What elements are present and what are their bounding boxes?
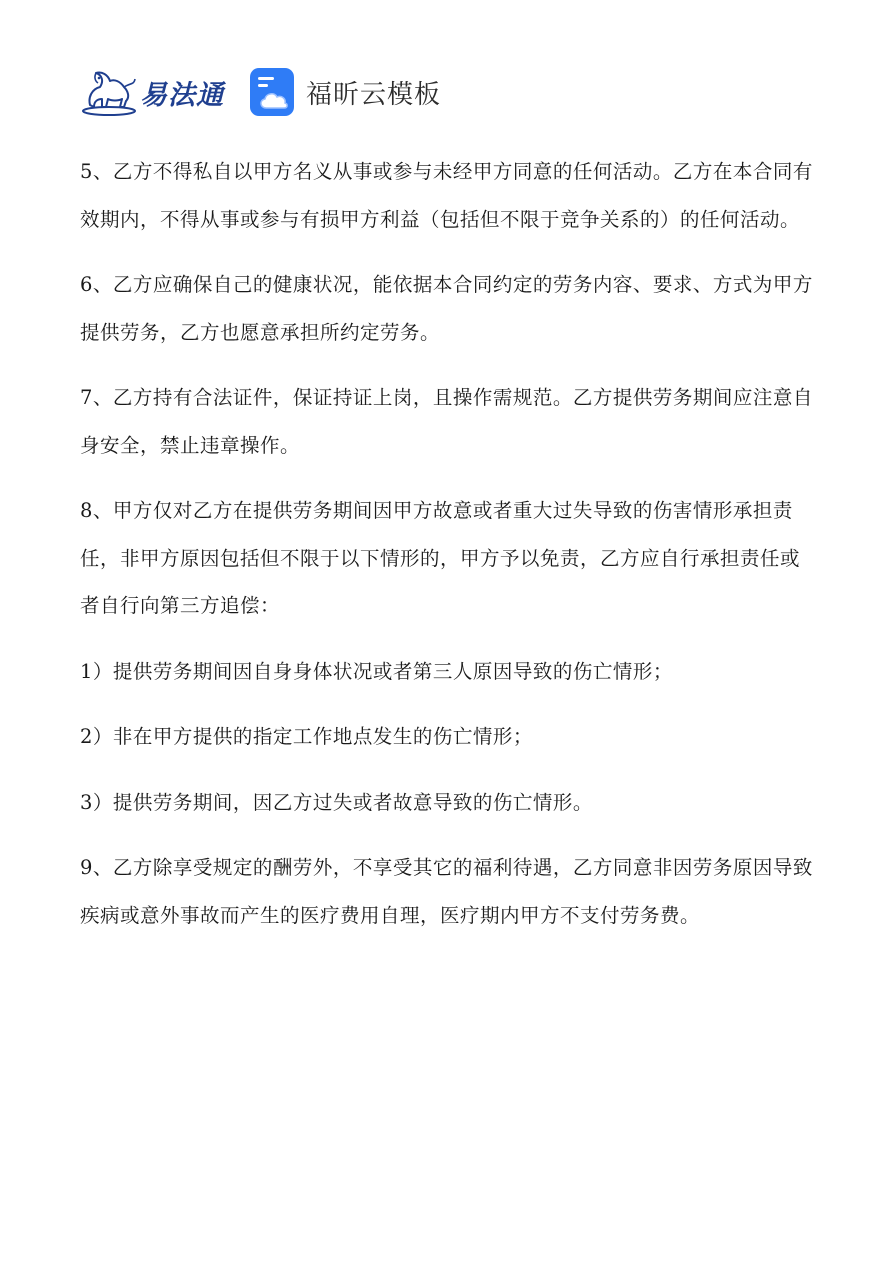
- document-body: [80, 148, 815, 957]
- yifatong-logo: [80, 62, 224, 122]
- clause-8-item-2: 2）非在甲方提供的指定工作地点发生的伤亡情形；: [80, 725, 533, 748]
- clause-8-item-3: 3）提供劳务期间，因乙方过失或者故意导致的伤亡情形。: [80, 790, 593, 814]
- clause-5: 5、乙方不得私自以甲方名义从事或参与未经甲方同意的任何活动。乙方在本合同有效期内，不得从事或参与有损甲方利益（包括但不限于竞争关系的）的任何活动。: [80, 160, 813, 231]
- fuxin-logo-text: 福昕云模板: [306, 79, 442, 110]
- clause-6: 6、乙方应确保自己的健康状况，能依据本合同约定的劳务内容、要求、方式为甲方提供劳务，乙方也愿意承担所约定劳务。: [80, 273, 813, 344]
- fuxin-document-cloud-icon: [248, 66, 296, 118]
- fuxin-cloud-template-logo: [248, 66, 441, 118]
- clause-9: 9、乙方除享受规定的酬劳外，不享受其它的福利待遇，乙方同意非因劳务原因导致疾病或意外事故而产生的医疗费用自理，医疗期内甲方不支付劳务费。: [80, 856, 813, 927]
- clause-8-item-1: 1）提供劳务期间因自身身体状况或者第三人原因导致的伤亡情形；: [80, 659, 673, 683]
- clause-8: 8、甲方仅对乙方在提供劳务期间因甲方故意或者重大过失导致的伤害情形承担责任，非甲方原因包括但不限于以下情形的，甲方予以免责，乙方应自行承担责任或者自行向第三方追偿：: [80, 499, 801, 617]
- yifatong-logo-text: 易法通: [140, 79, 224, 111]
- clause-7: 7、乙方持有合法证件，保证持证上岗，且操作需规范。乙方提供劳务期间应注意自身安全，禁止违章操作。: [80, 386, 813, 457]
- horse-emblem-icon: [80, 67, 138, 117]
- page-header: [80, 62, 441, 122]
